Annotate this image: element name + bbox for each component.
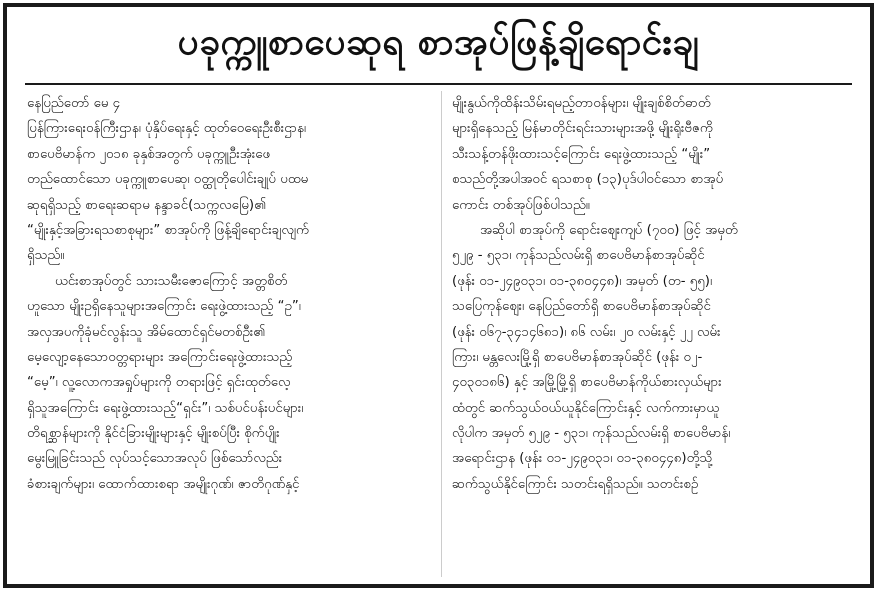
article-text-line: ယင်းစာအုပ်တွင် သားသမီးဇောကြောင့် အတ္တစိတ် <box>55 273 288 289</box>
article-text-line: အဆိုပါ စာအုပ်ကို ရောင်းဈေးကျပ် (၇၀၀) ဖြင့် အမှတ် <box>480 222 738 238</box>
article-text-line: အလှအပကိုခုံမင်လွန်းသူ အိမ်ထောင်ရှင်မတစ်ဦး၏ <box>27 324 266 340</box>
article-text-line: “မျိုးနှင့်အခြားရသစာစုများ” စာအုပ်ကို ဖြန့်ချိရောင်းချလျက် <box>27 222 309 238</box>
article-text-line: ရှိသူအကြောင်း ရေးဖွဲ့ထားသည့်“ရှင်း”၊ သစ်ပင်ပန်းပင်များ၊ <box>27 400 304 416</box>
article-text-line: မေ့လျော့နေသောဝတ္တရားများ အကြောင်းရေးဖွဲ့ထားသည့် <box>27 349 293 365</box>
article-text-line: ၅၂၉ - ၅၃၁၊ ကုန်သည်လမ်းရှိ စာပေဗိမာန်စာအုပ်ဆိုင် <box>452 248 705 264</box>
article-text-line: မွေးမြူခြင်းသည် လုပ်သင့်သောအလုပ် ဖြစ်သော်လည်း <box>27 451 283 467</box>
article-text-line: တိရစ္ဆာန်များကို နိုင်ငံခြားမျိုးများနှင့် မျိုးစပ်ပြီး စိုက်ပျိုး <box>27 426 280 442</box>
article-text-line: အရောင်းဌာန (ဖုန်း ၀၁-၂၄၉၀၃၁၊ ၀၁-၃၈၀၄၄၈)တို့သို့ <box>452 451 713 467</box>
left-column <box>27 91 432 497</box>
article-text-line: ရှိသည်။ <box>27 248 65 264</box>
article-text-line: ထံတွင် ဆက်သွယ်ဝယ်ယူနိုင်ကြောင်းနှင့် လက်ကားမှာယူ <box>452 400 720 416</box>
article-text-line: ကောင်း တစ်အုပ်ဖြစ်ပါသည်။ <box>452 197 590 213</box>
article-text-line: များရှိနေသည့် မြန်မာတိုင်းရင်းသားများအဖို့ မျိုးရိုးဗီဇကို <box>452 121 713 137</box>
article-text-line: နေပြည်တော် မေ ၄ <box>27 96 121 111</box>
article-text-line: “မေ့”၊ လူ့လောကအရှုပ်များကို တရားဖြင့် ရှင်းထုတ်လေ့ <box>27 375 291 391</box>
column-gutter <box>441 91 442 577</box>
article-text-line: ၄၀၃၀၁၈၆) နှင့် အမြို့မြို့ရှိ စာပေဗိမာန်ကိုယ်စားလှယ်များ <box>452 375 722 391</box>
article-text-line: ခံစားချက်များ၊ ထောက်ထားစရာ အမျိုးဂုဏ်၊ ဇာတိဂုဏ်နှင့် <box>27 476 300 492</box>
article-text-line: ကြား၊ မန္တလေးမြို့ရှိ စာပေဗိမာန်စာအုပ်ဆိုင် (ဖုန်း ၀၂- <box>452 349 703 365</box>
article-text-line: မျိုးနွယ်ကိုထိန်းသိမ်းရမည့်တာဝန်များ၊ မျိုးချစ်စိတ်ဓာတ် <box>452 96 711 111</box>
article-text-line: ဆက်သွယ်နိုင်ကြောင်း သတင်းရရှိသည်။ သတင်းစဉ် <box>452 476 699 492</box>
article-text-line: (ဖုန်း ၀၆၇-၃၄၁၄၆၈၁)၊ ၈၆ လမ်း၊ ၂၀ လမ်းနှင့် ၂၂ လမ်း <box>452 324 721 340</box>
article-text-line: သီးသန့်တန်ဖိုးထားသင့်ကြောင်း ရေးဖွဲ့ထားသည့် “မျိုး” <box>452 146 711 162</box>
article-text-line: (ဖုန်း ၀၁-၂၄၉၀၃၁၊ ၀၁-၃၈၀၄၄၈)၊ အမှတ် (တ- ၅၅)၊ <box>452 273 713 289</box>
right-column <box>452 91 857 497</box>
article-text-line: သပြေကုန်ဈေး၊ နေပြည်တော်ရှိ စာပေဗိမာန်စာအုပ်ဆိုင် <box>452 299 711 315</box>
headline-rule <box>25 83 852 85</box>
article-text-line: ဆုရရှိသည့် စာရေးဆရာမ နန္ဒာခင်(သက္ကလမြေ)၏ <box>27 197 266 213</box>
article-text-line: ပြန်ကြားရေးဝန်ကြီးဌာန၊ ပုံနှိပ်ရေးနှင့် ထုတ်ဝေရေးဦးစီးဌာန၊ <box>27 121 306 137</box>
news-article-frame <box>3 3 874 588</box>
article-text-line: လိုပါက အမှတ် ၅၂၉ - ၅၃၁၊ ကုန်သည်လမ်းရှိ စာပေဗိမာန်၊ <box>452 426 731 442</box>
article-text-line: တည်ထောင်သော ပခုက္ကူစာပေဆု၊ ဝတ္ထုတိုပေါင်းချုပ် ပထမ <box>27 172 309 188</box>
article-text-line: စသည်တို့အပါအဝင် ရသစာစု (၁၃)ပုဒ်ပါဝင်သော စာအုပ် <box>452 172 724 188</box>
article-headline: ပခုက္ကူစာပေဆုရ စာအုပ်ဖြန့်ချိရောင်းချ <box>177 20 700 63</box>
article-text-line: ဟူသော မျိုးဥရှိနေသူများအကြောင်း ရေးဖွဲ့ထားသည့် “ဥ”၊ <box>27 299 301 315</box>
article-text-line: စာပေဗိမာန်က ၂၀၁၈ ခုနှစ်အတွက် ပခုက္ကူဦးအုံးဖေ <box>27 146 271 162</box>
